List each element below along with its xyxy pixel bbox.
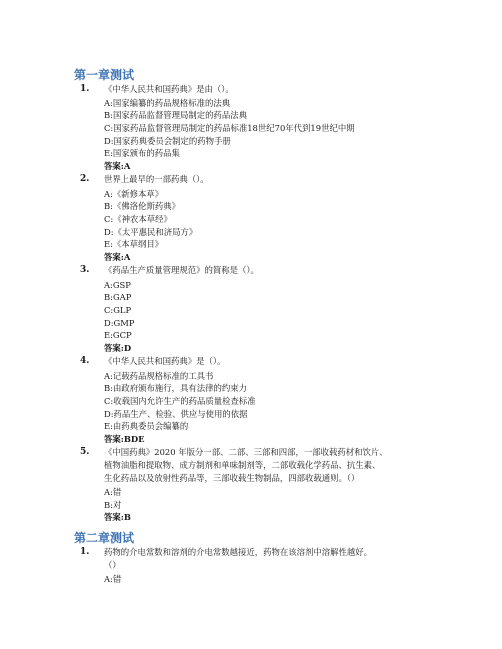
question-4-option-e: E:由药典委员会编纂的 (104, 421, 189, 431)
question-5-option-a: A:错 (104, 487, 122, 497)
question-4-option-d: D:药品生产、检验、供应与使用的依据 (104, 409, 248, 419)
chapter-2-title: 第二章测试 (74, 531, 135, 545)
question-1-option-e: E:国家颁布的药品集 (104, 148, 180, 158)
question-4-answer: 答案:BDE (104, 434, 145, 444)
question-5-stem-line-1: 《中国药典》2020 年版分一部、二部、三部和四部，一部收载药材和饮片、 (104, 447, 388, 457)
question-4-number: 4. (80, 356, 90, 366)
question-1-answer: 答案:A (104, 161, 131, 171)
question-3-option-c: C:GLP (104, 305, 132, 315)
question-1-option-c: C:国家药品监督管理局制定的药品标准18世纪70年代到19世纪中期 (104, 123, 355, 133)
question-4-stem: 《中华人民共和国药典》是（）。 (104, 356, 226, 366)
question-2-option-d: D:《太平惠民和济局方》 (104, 227, 198, 237)
question-4-option-c: C:收载国内允许生产的药品质量检查标准 (104, 396, 256, 406)
question-2-option-b: B:《佛洛伦斯药典》 (104, 201, 180, 211)
question-5-stem-line-3: 生化药品以及放射性药品等，三部收载生物制品，四部收载通则。（） (104, 473, 360, 483)
question-1-number: 1. (80, 84, 90, 94)
question-3-number: 3. (80, 265, 90, 275)
chapter-1-title: 第一章测试 (74, 68, 135, 82)
question-3-answer: 答案:D (104, 343, 132, 353)
question-2-stem: 世界上最早的一部药典（）。 (104, 174, 209, 184)
question-3-option-a: A:GSP (104, 280, 131, 290)
question-5-option-b: B:对 (104, 500, 122, 510)
question-5-number: 5. (80, 447, 90, 457)
question-1-option-b: B:国家药品监督管理局制定的药品法典 (104, 110, 247, 120)
question-2-number: 2. (80, 174, 90, 184)
question-3-option-b: B:GAP (104, 292, 132, 302)
question-3-stem: 《药品生产质量管理规范》的简称是（）。 (104, 265, 259, 275)
question-2-option-a: A:《新修本草》 (104, 189, 164, 199)
chapter-2-question-1-number: 1. (80, 547, 90, 557)
question-1-stem: 《中华人民共和国药典》是由（）。 (104, 84, 234, 94)
chapter-2-question-1-stem-line-1: 药物的介电常数和溶剂的介电常数越接近，药物在该溶剂中溶解性越好。 (104, 547, 372, 557)
question-3-option-e: E:GCP (104, 330, 132, 340)
question-3-option-d: D:GMP (104, 318, 135, 328)
question-5-answer: 答案:B (104, 512, 131, 522)
question-4-option-b: B:由政府颁布施行，具有法律的约束力 (104, 383, 247, 393)
chapter-2-question-1-stem-line-2: （） (104, 560, 121, 570)
question-2-option-e: E:《本草纲目》 (104, 239, 164, 249)
question-1-option-d: D:国家药典委员会制定的药物手册 (104, 136, 231, 146)
question-2-option-c: C:《神农本草经》 (104, 214, 172, 224)
chapter-2-question-1-option-a: A:错 (104, 574, 122, 584)
question-5-stem-line-2: 植物油脂和提取物、成方制剂和单味制剂等，二部收载化学药品、抗生素、 (104, 460, 381, 470)
question-2-answer: 答案:A (104, 252, 131, 262)
question-1-option-a: A:国家编纂的药品规格标准的法典 (104, 98, 231, 108)
question-4-option-a: A:记载药品规格标准的工具书 (104, 371, 214, 381)
